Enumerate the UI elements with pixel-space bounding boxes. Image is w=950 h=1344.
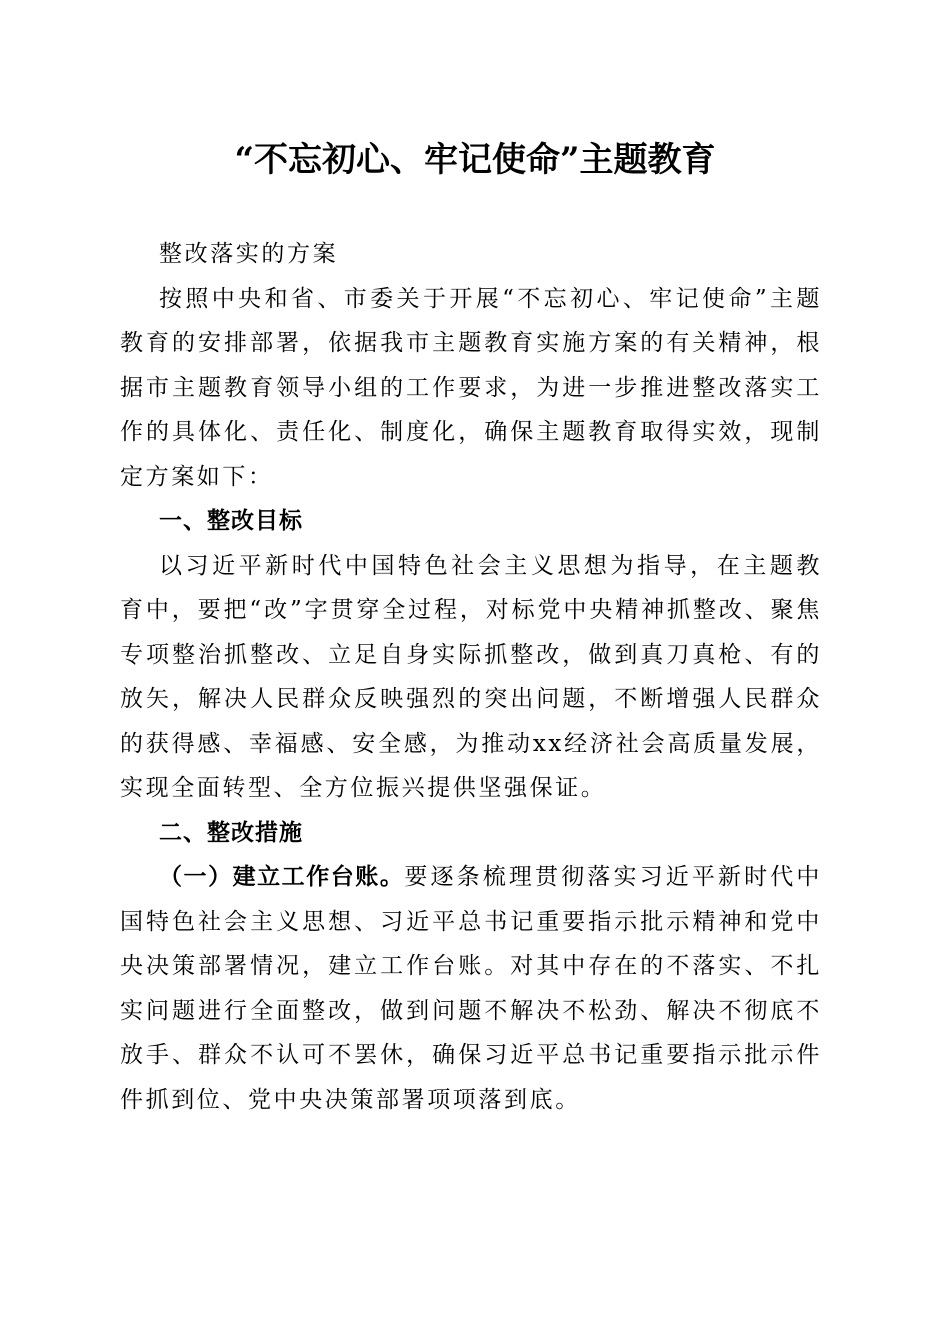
measure-item-body: 要逐条梳理贯彻落实习近平新时代中国特色社会主义思想、习近平总书记重要指示批示精神和党中央决策部署情况，建立工作台账。对其中存在的不落实、不扎实问题进行全面整改，做到问题不解决不松劲、解决不彻底不放手、群众不认可不罢休，确保习近平总书记重要指示批示件件抓到位、党中央决策部署项项落到底。: [120, 864, 822, 1113]
document-title: “不忘初心、牢记使命”主题教育: [234, 140, 716, 180]
section-body-goals: 以习近平新时代中国特色社会主义思想为指导，在主题教育中，要把“改”字贯穿全过程，对标党中央精神抓整改、聚焦专项整治抓整改、立足自身实际抓整改，做到真刀真枪、有的放矢，解决人民群众反映强烈的突出问题，不断增强人民群众的获得感、幸福感、安全感，为推动xx经济社会高质量发展，实现全面转型、全方位振兴提供坚强保证。: [120, 552, 822, 801]
intro-paragraph: 按照中央和省、市委关于开展“不忘初心、牢记使命”主题教育的安排部署，依据我市主题教育实施方案的有关精神，根据市主题教育领导小组的工作要求，为进一步推进整改落实工作的具体化、责任化、制度化，确保主题教育取得实效，现制定方案如下：: [120, 285, 822, 490]
section-heading-measures: 二、整改措施: [159, 819, 303, 846]
document-subtitle: 整改落实的方案: [159, 241, 339, 267]
measure-item-label: （一）建立工作台账。: [159, 864, 405, 890]
measure-item-paragraph: [120, 855, 822, 1122]
document-body: [120, 232, 822, 1122]
section-heading-goals: 一、整改目标: [159, 508, 303, 534]
